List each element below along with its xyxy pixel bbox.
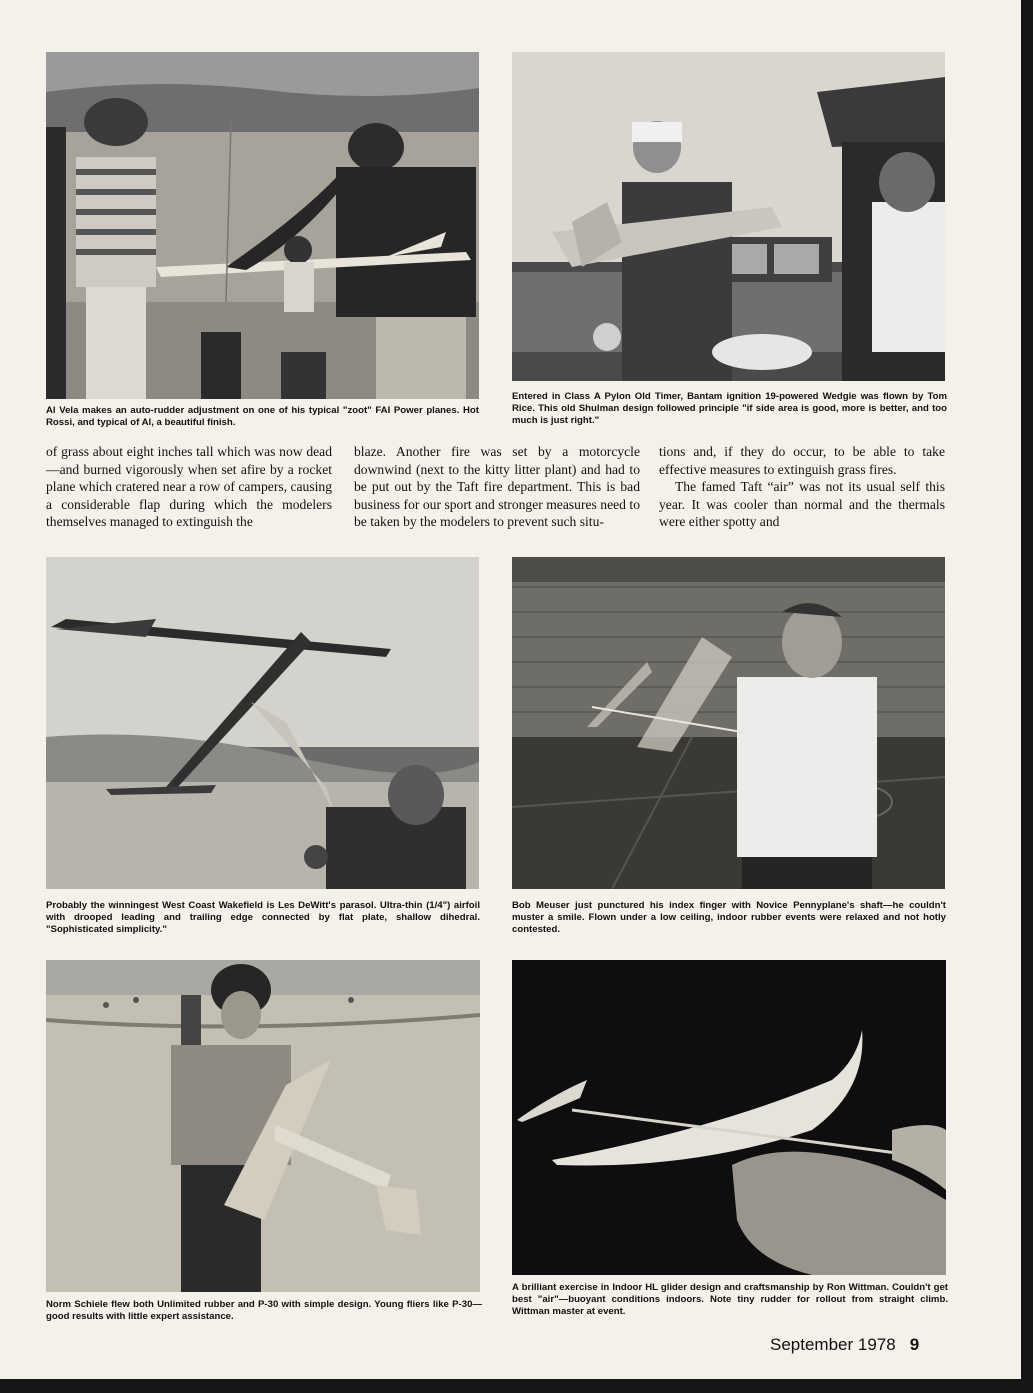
body-paragraph: of grass about eight inches tall which was now dead—and burned vigorously when set afire by a rocket plane which cratered near a row of campers, causing a considerable flap during which the modelers themselves managed to extinguish the bbox=[46, 444, 332, 530]
page-folio bbox=[770, 1335, 919, 1355]
body-paragraph: tions and, if they do occur, to be able to take effective measures to extinguish grass fires. bbox=[659, 444, 945, 477]
caption-photo-2: Entered in Class A Pylon Old Timer, Bantam ignition 19-powered Wedgie was flown by Tom Rice. This old Shulman design followed principle "if side area is good, more is better, and too much is just right." bbox=[512, 391, 947, 426]
photo-norm-schiele bbox=[46, 960, 480, 1292]
page-number: 9 bbox=[909, 1335, 920, 1354]
issue-date: September 1978 bbox=[770, 1335, 896, 1354]
caption-photo-5: Norm Schiele flew both Unlimited rubber and P-30 with simple design. Young fliers like P-30—good results with little expert assistance. bbox=[46, 1299, 482, 1322]
photo-al-vela bbox=[46, 52, 479, 399]
caption-photo-3: Probably the winningest West Coast Wakefield is Les DeWitt's parasol. Ultra-thin (1/4") airfoil with drooped leading and trailing edge connected by flat plate, shallow dihedral. "Sophisticated simplicity." bbox=[46, 900, 480, 935]
body-column-2 bbox=[354, 443, 640, 531]
caption-photo-4: Bob Meuser just punctured his index finger with Novice Pennyplane's shaft—he couldn't muster a smile. Flown under a low ceiling, indoor rubber events were relaxed and not hotly contested. bbox=[512, 900, 946, 935]
body-column-1 bbox=[46, 443, 332, 531]
photo-tom-rice bbox=[512, 52, 945, 381]
body-paragraph: The famed Taft “air” was not its usual self this year. It was cooler than normal and the thermals were either spotty and bbox=[659, 479, 945, 530]
caption-photo-1: Al Vela makes an auto-rudder adjustment on one of his typical "zoot" FAI Power planes. Hot Rossi, and typical of Al, a beautiful finish. bbox=[46, 405, 479, 428]
body-paragraph: blaze. Another fire was set by a motorcycle downwind (next to the kitty litter plant) and had to be put out by the Taft fire department. This is bad business for our sport and stronger measures need to be taken by the modelers to prevent such situ- bbox=[354, 444, 640, 530]
photo-bob-meuser bbox=[512, 557, 945, 889]
caption-photo-6: A brilliant exercise in Indoor HL glider design and craftsmanship by Ron Wittman. Couldn't get best "air"—buoyant conditions indoors. Note tiny rudder for rollout from straight climb. Wittman master at event. bbox=[512, 1282, 948, 1317]
photo-les-dewitt bbox=[46, 557, 479, 889]
body-column-3 bbox=[659, 443, 945, 531]
photo-ron-wittman bbox=[512, 960, 946, 1275]
